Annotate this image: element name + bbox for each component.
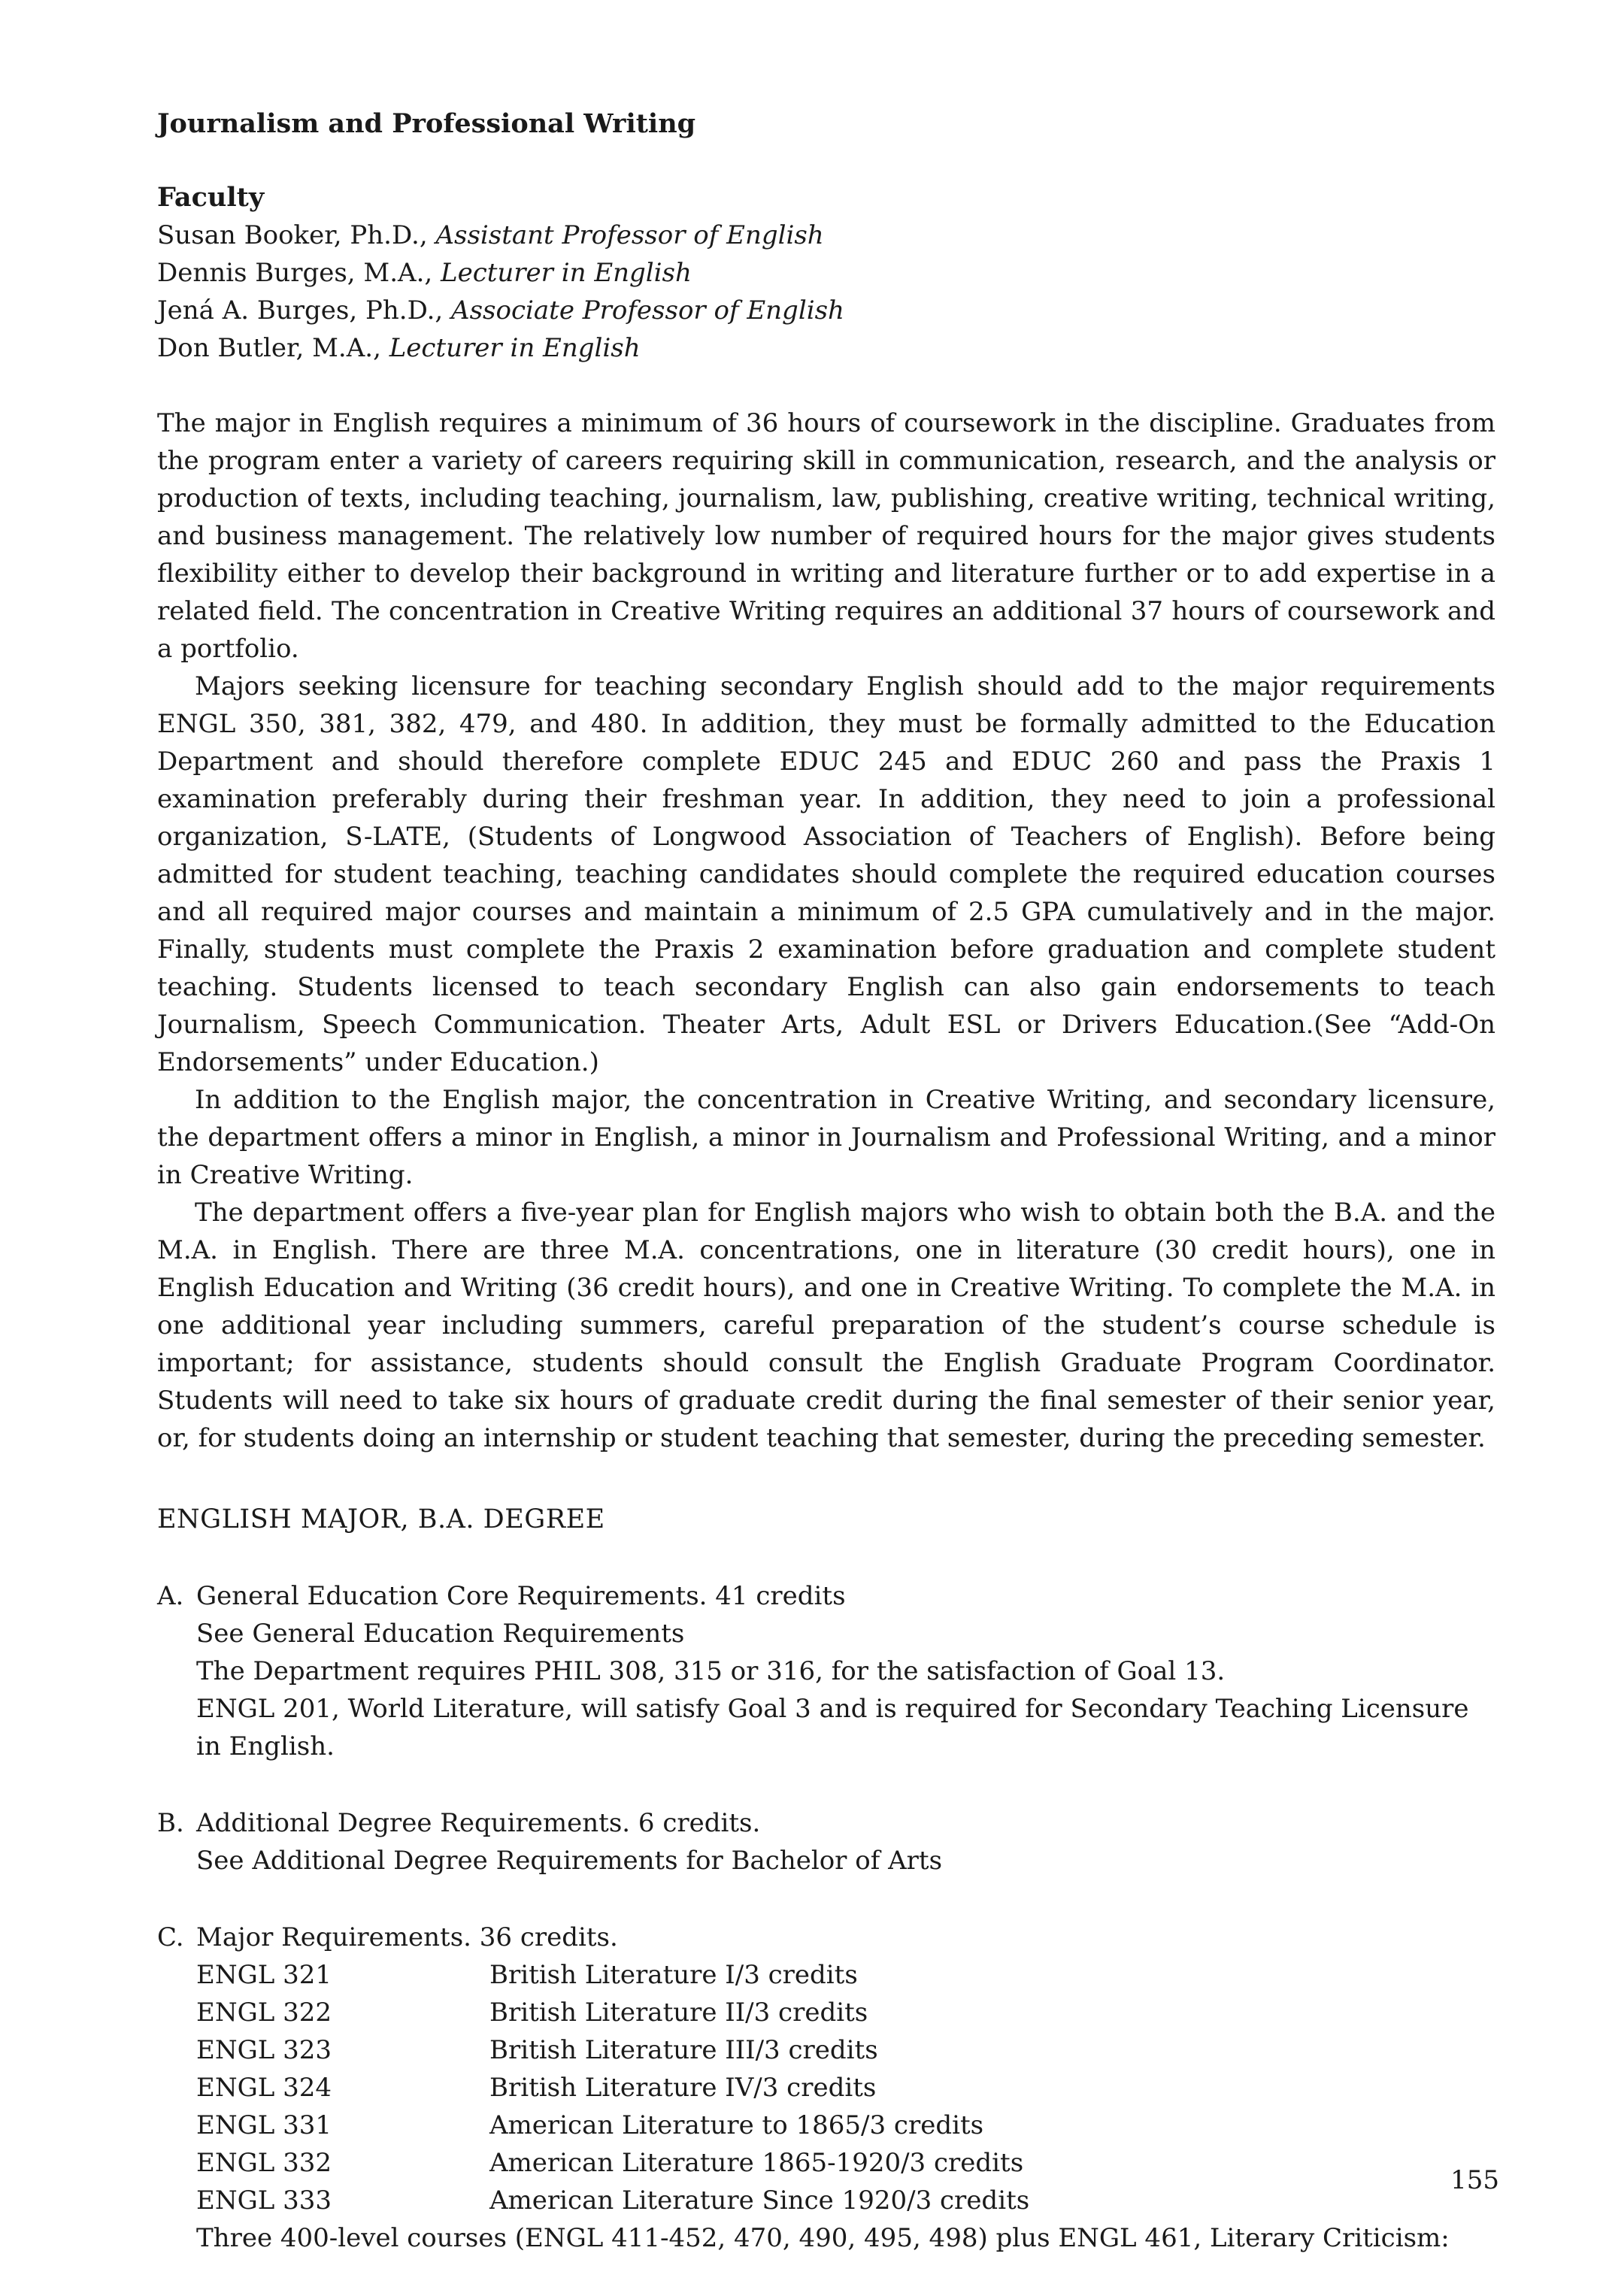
faculty-section xyxy=(157,179,1495,367)
course-code: ENGL 333 xyxy=(196,2185,332,2216)
table-row xyxy=(196,1956,1029,1994)
faculty-title: Associate Professor of English xyxy=(451,295,844,326)
requirement-title: Additional Degree Requirements. 6 credits. xyxy=(196,1808,761,1838)
course-name: American Literature 1865-1920/3 credits xyxy=(489,2148,1024,2178)
requirement-letter: B. xyxy=(157,1808,184,1838)
faculty-name: Dennis Burges, M.A., xyxy=(157,258,441,288)
requirement-note: Three 400-level courses (ENGL 411-452, 470, 490, 495, 498) plus ENGL 461, Literary Criticism: xyxy=(196,2223,1450,2253)
course-name: British Literature IV/3 credits xyxy=(489,2073,877,2103)
course-name: American Literature Since 1920/3 credits xyxy=(489,2185,1030,2216)
requirement-title: Major Requirements. 36 credits. xyxy=(196,1922,618,1952)
requirement-b xyxy=(157,1804,1495,1880)
course-code: ENGL 321 xyxy=(196,1960,332,1990)
faculty-list xyxy=(157,217,1495,367)
requirement-b-title-row xyxy=(157,1804,1495,1842)
table-row xyxy=(196,2031,1029,2069)
major-heading: ENGLISH MAJOR, B.A. DEGREE xyxy=(157,1504,605,1534)
faculty-name: Don Butler, M.A., xyxy=(157,333,389,363)
table-row xyxy=(196,2069,1029,2107)
requirement-a-title-row xyxy=(157,1577,1495,1615)
requirement-c-title-row xyxy=(157,1919,1495,1956)
course-code: ENGL 331 xyxy=(196,2110,332,2140)
body-paragraph-major-overview: The major in English requires a minimum of 36 hours of coursework in the discipline. Graduates from the program enter a variety of careers requiring skill in communication, research, and the analysis or production of texts, including teaching, journalism, law, publishing, creative writing, technical writing, and business management. The relatively low number of required hours for the major gives students flexibility either to develop their background in writing and literature further or to add expertise in a related field. The concentration in Creative Writing requires an additional 37 hours of coursework and a portfolio. xyxy=(157,408,1495,664)
course-code: ENGL 324 xyxy=(196,2073,332,2103)
faculty-heading: Faculty xyxy=(157,182,265,213)
requirement-title: General Education Core Requirements. 41 credits xyxy=(196,1581,846,1611)
body-paragraph-licensure: Majors seeking licensure for teaching secondary English should add to the major requirements ENGL 350, 381, 382, 479, and 480. In addition, they must be formally admitted to the Education Department and should therefore complete EDUC 245 and EDUC 260 and pass the Praxis 1 examination preferably during their freshman year. In addition, they need to join a professional organization, S-LATE, (Students of Longwood Association of Teachers of English). Before being admitted for student teaching, teaching candidates should complete the required education courses and all required major courses and maintain a minimum of 2.5 GPA cumulatively and in the major. Finally, students must complete the Praxis 2 examination before graduation and complete student teaching. Students licensed to teach secondary English can also gain endorsements to teach Journalism, Speech Communication. Theater Arts, Adult ESL or Drivers Education.(See “Add-On Endorsements” under Education.) xyxy=(157,671,1495,1077)
requirement-letter: A. xyxy=(157,1581,184,1611)
table-row xyxy=(196,2107,1029,2144)
faculty-title: Lecturer in English xyxy=(441,258,692,288)
page-number: 155 xyxy=(1450,2165,1499,2195)
requirement-line: See General Education Requirements xyxy=(196,1619,685,1649)
faculty-member xyxy=(157,217,1495,254)
requirement-line: ENGL 201, World Literature, will satisfy Goal 3 and is required for Secondary Teaching Licensure in English. xyxy=(196,1694,1469,1761)
table-row xyxy=(196,2144,1029,2182)
section-title: Journalism and Professional Writing xyxy=(157,108,696,139)
course-code: ENGL 322 xyxy=(196,1998,332,2028)
course-table xyxy=(196,1956,1029,2219)
faculty-member xyxy=(157,329,1495,367)
body-paragraph-five-year-plan: The department offers a five-year plan for English majors who wish to obtain both the B.A. and the M.A. in English. There are three M.A. concentrations, one in literature (30 credit hours), one in English Education and Writing (36 credit hours), and one in Creative Writing. To complete the M.A. in one additional year including summers, careful preparation of the student’s course schedule is important; for assistance, students should consult the English Graduate Program Coordinator. Students will need to take six hours of graduate credit during the final semester of their senior year, or, for students doing an internship or student teaching that semester, during the preceding semester. xyxy=(157,1198,1495,1453)
faculty-name: Susan Booker, Ph.D., xyxy=(157,220,436,250)
page-content xyxy=(157,105,1495,2296)
requirement-line: See Additional Degree Requirements for Bachelor of Arts xyxy=(196,1846,943,1876)
requirement-a xyxy=(157,1577,1495,1765)
faculty-member xyxy=(157,292,1495,329)
course-code: ENGL 323 xyxy=(196,2035,332,2065)
requirement-line: The Department requires PHIL 308, 315 or 316, for the satisfaction of Goal 13. xyxy=(196,1656,1226,1686)
table-row xyxy=(196,1994,1029,2031)
faculty-member xyxy=(157,254,1495,292)
faculty-title: Assistant Professor of English xyxy=(435,220,824,250)
course-name: British Literature I/3 credits xyxy=(489,1960,858,1990)
body-paragraph-minors: In addition to the English major, the concentration in Creative Writing, and secondary licensure, the department offers a minor in English, a minor in Journalism and Professional Writing, and a minor in Creative Writing. xyxy=(157,1085,1495,1190)
requirement-letter: C. xyxy=(157,1922,184,1952)
course-name: British Literature III/3 credits xyxy=(489,2035,878,2065)
faculty-title: Lecturer in English xyxy=(389,333,641,363)
requirement-c xyxy=(157,1919,1495,2257)
course-code: ENGL 332 xyxy=(196,2148,332,2178)
course-name: American Literature to 1865/3 credits xyxy=(489,2110,984,2140)
faculty-name: Jená A. Burges, Ph.D., xyxy=(157,295,452,326)
table-row xyxy=(196,2182,1029,2219)
course-name: British Literature II/3 credits xyxy=(489,1998,868,2028)
